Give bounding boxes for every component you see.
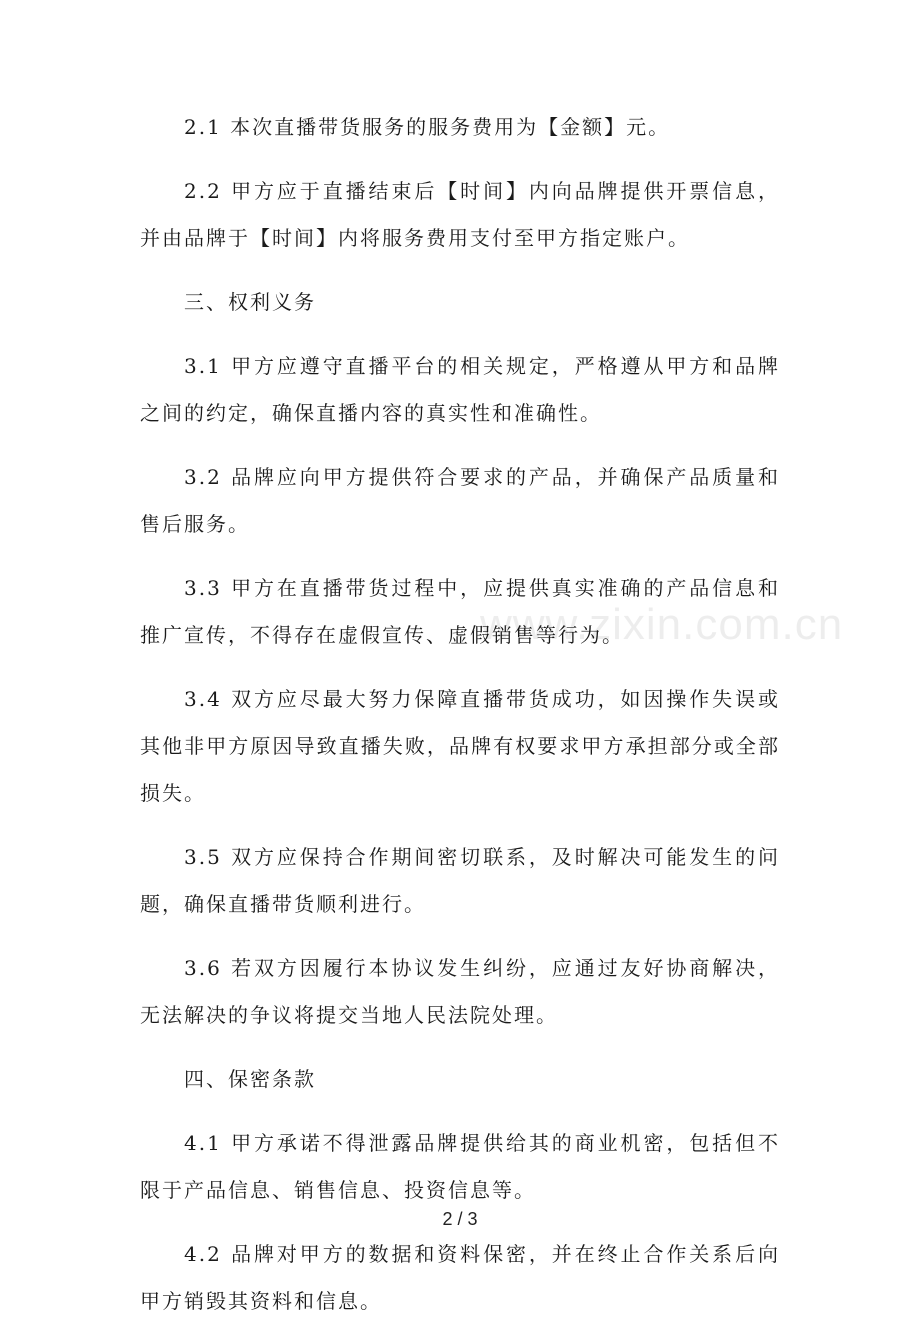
page-number: 2 / 3 (442, 1209, 478, 1229)
clause-3-5: 3.5 双方应保持合作期间密切联系，及时解决可能发生的问题，确保直播带货顺利进行。 (140, 845, 780, 916)
clause-4-1: 4.1 甲方承诺不得泄露品牌提供给其的商业机密，包括但不限于产品信息、销售信息、投资信息等。 (140, 1131, 780, 1202)
document-body (140, 104, 780, 1325)
section-heading-rights-obligations: 三、权利义务 (184, 290, 316, 314)
watermark: www.zixin.com.cn (480, 600, 844, 649)
clause-3-6: 3.6 若双方因履行本协议发生纠纷，应通过友好协商解决，无法解决的争议将提交当地人民法院处理。 (140, 956, 780, 1027)
clause-3-3: 3.3 甲方在直播带货过程中，应提供真实准确的产品信息和推广宣传，不得存在虚假宣传、虚假销售等行为。 (140, 576, 780, 647)
clause-3-1: 3.1 甲方应遵守直播平台的相关规定，严格遵从甲方和品牌之间的约定，确保直播内容的真实性和准确性。 (140, 354, 780, 425)
clause-3-4: 3.4 双方应尽最大努力保障直播带货成功，如因操作失误或其他非甲方原因导致直播失败，品牌有权要求甲方承担部分或全部损失。 (140, 687, 780, 805)
clause-3-2: 3.2 品牌应向甲方提供符合要求的产品，并确保产品质量和售后服务。 (140, 465, 780, 536)
clause-4-2: 4.2 品牌对甲方的数据和资料保密，并在终止合作关系后向甲方销毁其资料和信息。 (140, 1242, 780, 1313)
section-heading-confidentiality: 四、保密条款 (184, 1067, 316, 1091)
clause-2-2: 2.2 甲方应于直播结束后【时间】内向品牌提供开票信息，并由品牌于【时间】内将服务费用支付至甲方指定账户。 (140, 179, 780, 250)
clause-2-1: 2.1 本次直播带货服务的服务费用为【金额】元。 (184, 115, 671, 139)
